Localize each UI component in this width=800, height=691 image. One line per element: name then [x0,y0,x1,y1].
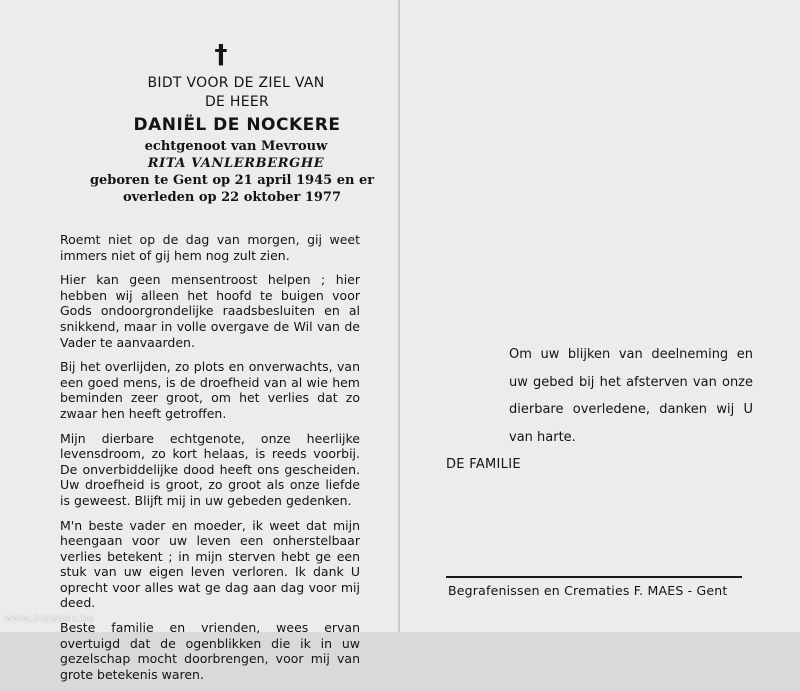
thanks-text: Om uw blijken van deelneming en uw gebed bij het afsterven van onze dierbare overledene, danken wij U van harte. [509,347,753,445]
card-header [60,40,360,172]
prayer-line: BIDT VOOR DE ZIEL VAN [147,75,325,91]
paragraph: Mijn dierbare echtgenote, onze heerlijke levensdroom, zo kort helaas, is reeds voorbij. De onverbiddelijke dood heeft ons gescheiden. Uw droefheid is groot, zo groot als onze liefde is geweest. Blijft mij in uw gebeden gedenken. [60,430,360,508]
divider [446,576,742,578]
death-line: overleden op 22 oktober 1977 [122,190,342,205]
undertaker-line: Begrafenissen en Crematies F. MAES - Gent [448,583,728,598]
spouse-label: echtgenoot van Mevrouw [144,139,328,154]
paragraph: Beste familie en vrienden, wees ervan overtuigd dat de ogenblikken die ik in uw gezelschap mocht doorbrengen, voor mij van grote betekenis waren. [60,620,360,682]
paragraph: Bij het overlijden, zo plots en onverwachts, van een goed mens, is de droefheid van al wie hem beminden zeer groot, om het verlies dat zo zwaar hen heeft getroffen. [60,359,360,421]
watermark: www.indeken.be [4,612,95,625]
birth-line: geboren te Gent op 21 april 1945 en er [89,173,375,188]
card-fold [398,0,400,632]
memorial-text [60,232,360,691]
title-line: DE HEER [204,94,270,110]
paragraph: M'n beste vader en moeder, ik weet dat mijn heengaan voor uw leven een onherstelbaar verlies betekent ; in mijn sterven hebt ge een stuk van uw eigen leven verloren. Ik dank U oprecht voor alles wat ge dag aan dag voor mij deed. [60,517,360,611]
signature: DE FAMILIE [446,457,521,472]
deceased-name: DANIËL DE NOCKERE [133,115,341,135]
paragraph: Hier kan geen mensentroost helpen ; hier hebben wij alleen het hoofd te buigen voor Gods ondoorgrondelijke raadsbesluiten en al snikkend, maar in volle overgave de Wil van de Vader te aanvaarden. [60,272,360,350]
cross-icon: † [214,40,228,70]
spouse-name: RITA VANLERBERGHE [147,156,325,171]
life-dates [82,172,382,206]
paragraph: Roemt niet op de dag van morgen, gij weet immers niet of gij hem nog zult zien. [60,232,360,263]
